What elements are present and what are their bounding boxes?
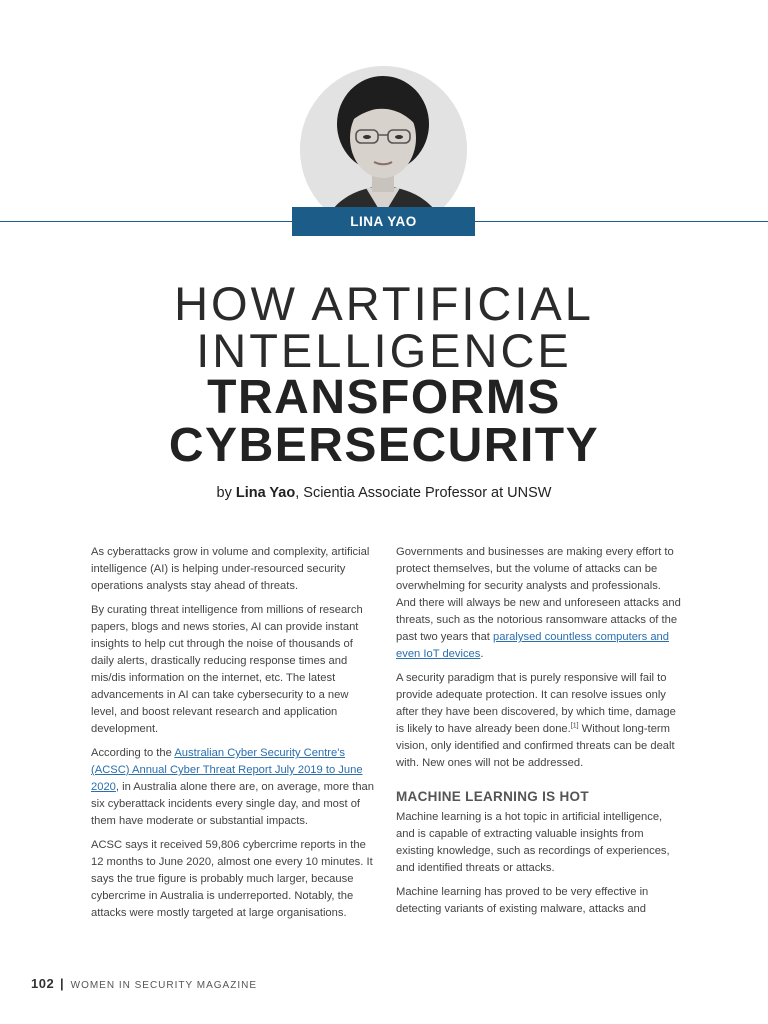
left-paragraph-3-after: , in Australia alone there are, on average, more than six cyberattack incidents every single day, and most of them have moderate or substantial impacts. [91, 781, 374, 827]
right-paragraph-1-before: Governments and businesses are making every effort to protect themselves, but the volume of attacks can be overwhelming for security analysts and professionals. And there will always be new and unforeseen attacks and threats, such as the notorious ransomware attacks of the past two years that [396, 546, 681, 643]
byline-role: , Scientia Associate Professor at UNSW [295, 485, 552, 501]
right-paragraph-1-after: . [480, 648, 484, 660]
title-line-4: CYBERSECURITY [168, 419, 600, 472]
page-footer [31, 976, 257, 991]
magazine-name: WOMEN IN SECURITY MAGAZINE [70, 980, 258, 991]
byline [0, 485, 768, 501]
left-column [91, 544, 377, 929]
title-line-1: HOW ARTIFICIAL [174, 277, 594, 330]
left-paragraph-1: As cyberattacks grow in volume and complexity, artificial intelligence (AI) is helping under-resourced security operations analysts stay ahead of threats. [91, 546, 370, 592]
right-paragraph-2-after: Without long-term vision, only identified and confirmed threats can be dealt with. New ones will not be addressed. [396, 723, 675, 769]
right-paragraph-1 [396, 544, 682, 663]
left-paragraph-3 [91, 745, 377, 830]
byline-author: Lina Yao [235, 485, 296, 501]
right-column [396, 544, 682, 925]
byline-prefix: by [216, 485, 236, 501]
footnote-ref-1[interactable]: [1] [570, 722, 579, 730]
title-line-3: TRANSFORMS [207, 371, 561, 424]
acsc-report-link[interactable]: Australian Cyber Security Centre's (ACSC) Annual Cyber Threat Report July 2019 to June 2020 [91, 747, 363, 793]
right-paragraph-3: Machine learning is a hot topic in artificial intelligence, and is capable of extracting valuable insights from existing knowledge, such as recordings of experiences, and identified threats or attacks. [396, 811, 670, 874]
right-paragraph-2 [396, 670, 682, 772]
left-paragraph-4: ACSC says it received 59,806 cybercrime reports in the 12 months to June 2020, almost one every 10 minutes. It says the true figure is probably much larger, because cybercrime in Australia is underreported. Notably, the attacks were mostly targeted at large organisations. [91, 839, 373, 919]
section-heading-machine-learning: MACHINE LEARNING IS HOT [396, 789, 589, 804]
right-paragraph-2-before: A security paradigm that is purely responsive will fail to provide adequate protection. It can resolve issues only after they have been discovered, by which time, damage is likely to have already been done. [396, 672, 676, 735]
page-number: 102 [31, 976, 55, 991]
title-line-2: INTELLIGENCE [196, 324, 572, 377]
left-paragraph-3-before: According to the [91, 747, 175, 759]
left-paragraph-2: By curating threat intelligence from millions of research papers, blogs and news stories, AI can provide instant insights to help cut through the noise of thousands of daily alerts, drastically reducing response times and mis/dis information on the internet, etc. The latest advancements in AI can take cybersecurity to a new level, and boost relevant research and application development. [91, 604, 363, 735]
right-paragraph-4: Machine learning has proved to be very effective in detecting variants of existing malware, attacks and [396, 886, 649, 915]
footer-separator: | [59, 976, 65, 991]
author-name-tag: LINA YAO [292, 207, 475, 236]
ransomware-link[interactable]: paralysed countless computers and even IoT devices [396, 631, 670, 660]
article-title [0, 277, 768, 472]
